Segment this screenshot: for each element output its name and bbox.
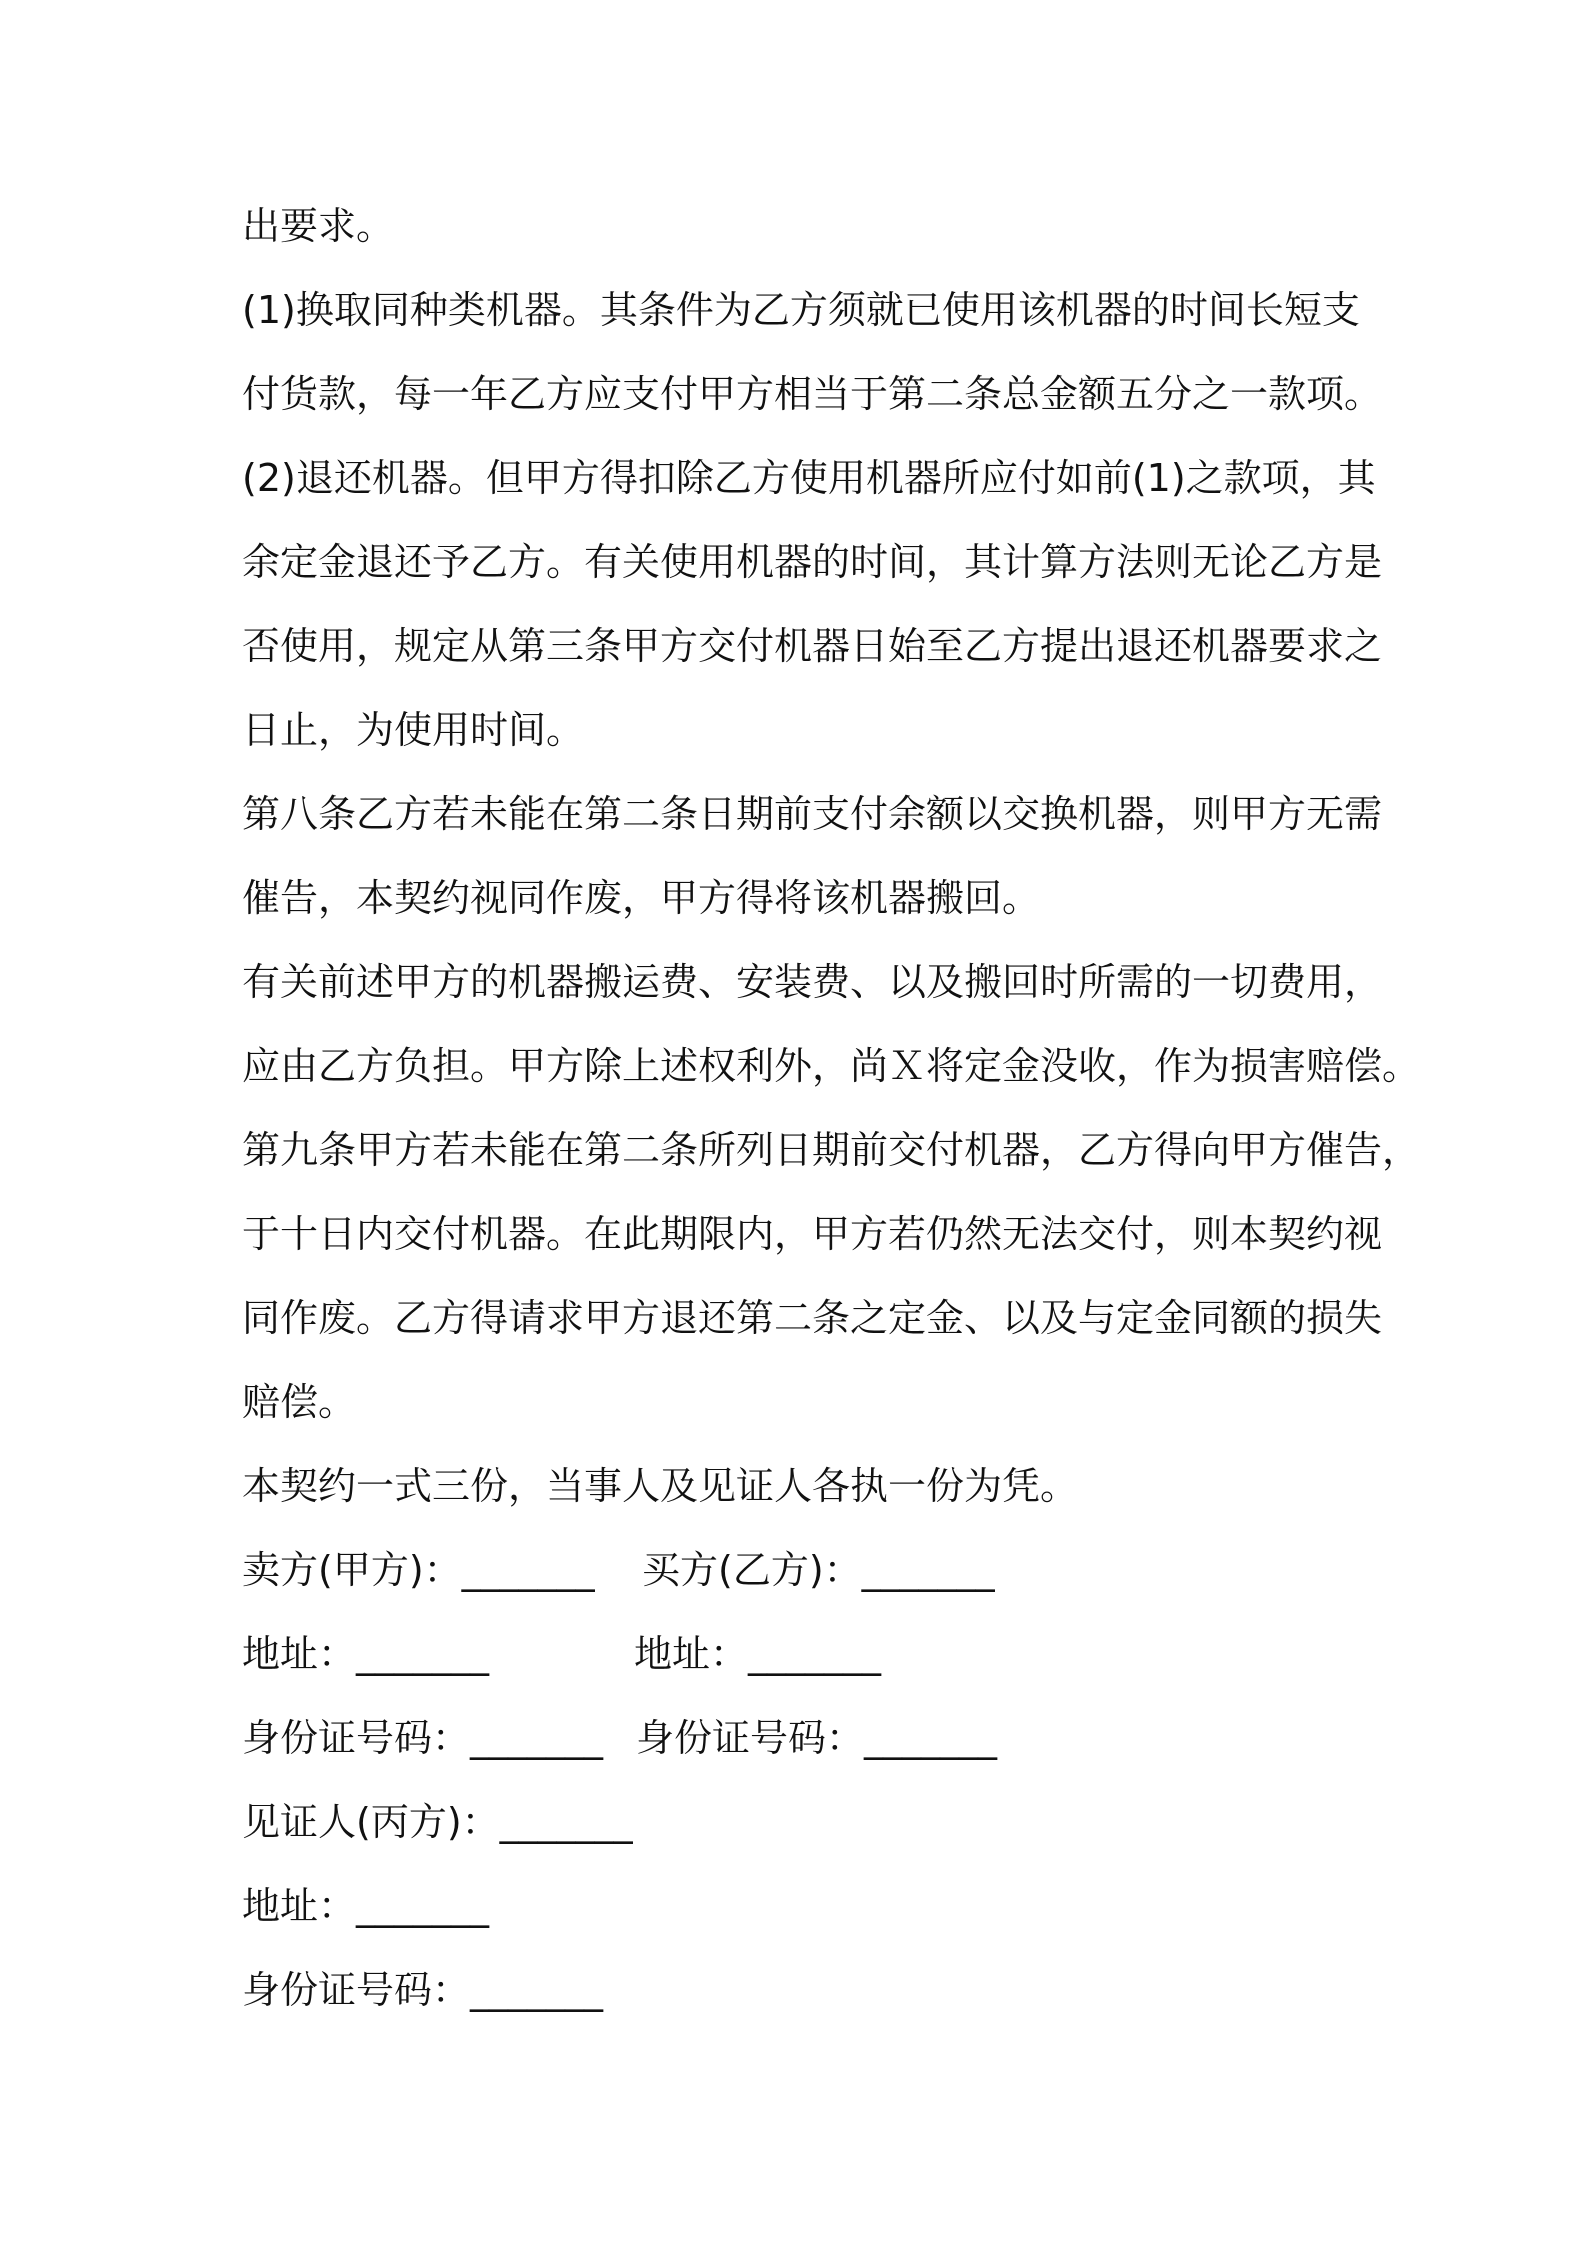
- article-8-line: 第八条乙方若未能在第二条日期前支付余额以交换机器，则甲方无需: [242, 792, 1383, 836]
- paragraph-line: 同作废。乙方得请求甲方退还第二条之定金、以及与定金同额的损失: [242, 1296, 1383, 1340]
- paragraph-line: 付货款，每一年乙方应支付甲方相当于第二条总金额五分之一款项。: [242, 372, 1383, 416]
- seller-address-field: 地址：_______: [242, 1632, 490, 1676]
- paragraph-line: 出要求。: [242, 204, 395, 248]
- buyer-address-field: 地址：_______: [634, 1632, 882, 1676]
- article-9-line: 第九条甲方若未能在第二条所列日期前交付机器，乙方得向甲方催告，: [242, 1128, 1421, 1172]
- witness-id-field: 身份证号码：_______: [242, 1968, 604, 2012]
- copies-clause: 本契约一式三份，当事人及见证人各执一份为凭。: [242, 1464, 1079, 1508]
- buyer-field: 买方(乙方)：_______: [642, 1548, 995, 1592]
- paragraph-line: 日止，为使用时间。: [242, 708, 585, 752]
- seller-field: 卖方(甲方)：_______: [242, 1548, 595, 1592]
- paragraph-line: 余定金退还予乙方。有关使用机器的时间，其计算方法则无论乙方是: [242, 540, 1383, 584]
- paragraph-line: (2)退还机器。但甲方得扣除乙方使用机器所应付如前(1)之款项，其: [242, 456, 1376, 500]
- paragraph-line: 否使用，规定从第三条甲方交付机器日始至乙方提出退还机器要求之: [242, 624, 1383, 668]
- paragraph-line: (1)换取同种类机器。其条件为乙方须就已使用该机器的时间长短支: [242, 288, 1360, 332]
- document-body: [242, 200, 1421, 2048]
- buyer-id-field: 身份证号码：_______: [636, 1716, 998, 1760]
- paragraph-line: 应由乙方负担。甲方除上述权利外，尚Ｘ将定金没收，作为损害赔偿。: [242, 1044, 1421, 1088]
- paragraph-line: 赔偿。: [242, 1380, 357, 1424]
- paragraph-line: 催告，本契约视同作废，甲方得将该机器搬回。: [242, 876, 1041, 920]
- paragraph-line: 有关前述甲方的机器搬运费、安装费、以及搬回时所需的一切费用，: [242, 960, 1383, 1004]
- signature-row-id: [242, 1712, 1372, 1796]
- paragraph-line: 于十日内交付机器。在此期限内，甲方若仍然无法交付，则本契约视: [242, 1212, 1383, 1256]
- signature-row-parties: [242, 1544, 1372, 1628]
- seller-id-field: 身份证号码：_______: [242, 1716, 604, 1760]
- signature-row-address: [242, 1628, 1372, 1712]
- witness-field: 见证人(丙方)：_______: [242, 1800, 633, 1844]
- witness-address-field: 地址：_______: [242, 1884, 490, 1928]
